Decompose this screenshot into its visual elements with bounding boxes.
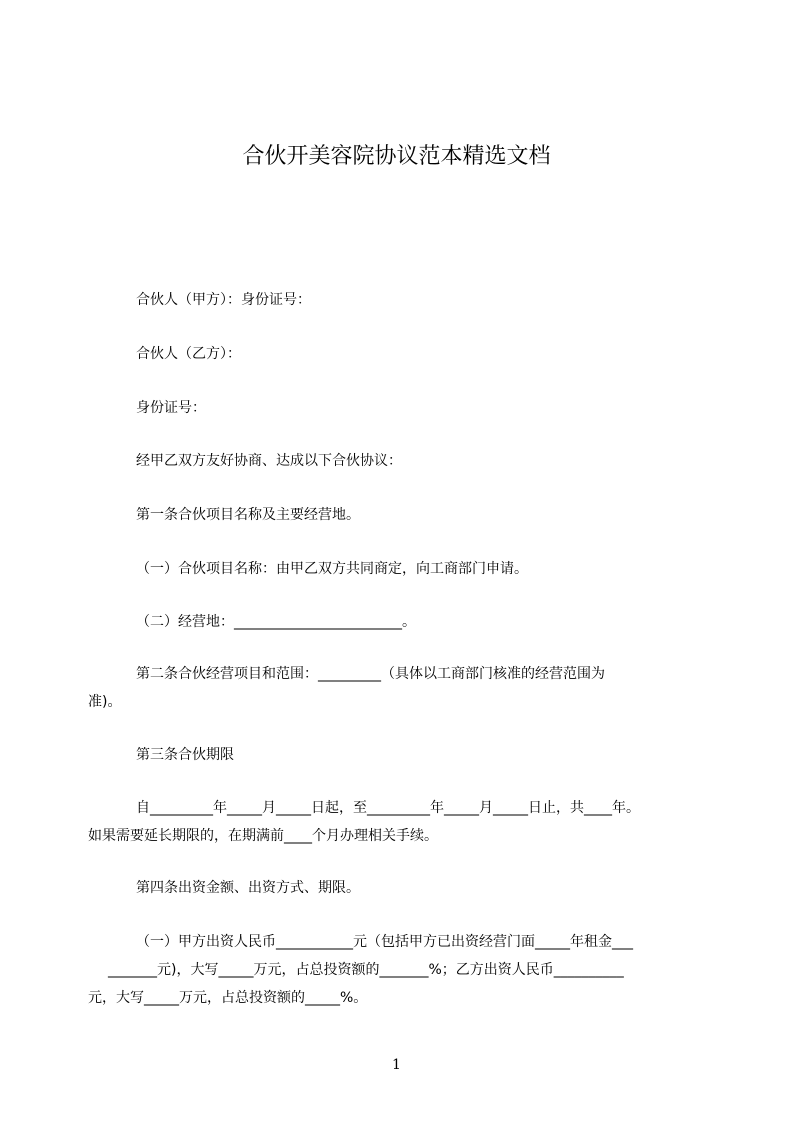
article-4-item-1-paragraph: [88, 928, 708, 1012]
page-number: 1: [392, 1057, 401, 1073]
article-2-line-2: 准)。: [88, 694, 122, 710]
article-1-heading: 第一条合伙项目名称及主要经营地。: [136, 507, 360, 523]
article-3-line-1: 自_________年_____月_____日起，至_________年_____月_____日止，共____年。: [136, 800, 640, 816]
id-number-line: 身份证号：: [136, 400, 206, 416]
article-2-line-1: 第二条合伙经营项目和范围：_________（具体以工商部门核准的经营范围为: [136, 666, 605, 682]
article-4-item-1-line-1: （一）甲方出资人民币___________元（包括甲方已出资经营门面_____年租金___: [136, 934, 633, 950]
article-3-paragraph: [88, 794, 708, 850]
article-1-item-1: （一）合伙项目名称：由甲乙双方共同商定，向工商部门申请。: [136, 561, 528, 577]
article-4-item-1-line-3: 元，大写_____万元，占总投资额的_____%。: [88, 990, 368, 1006]
article-1-item-2: （二）经营地：________________________。: [136, 614, 416, 630]
agreement-intro: 经甲乙双方友好协商、达成以下合伙协议：: [136, 453, 402, 469]
document-title: 合伙开美容院协议范本精选文档: [242, 144, 551, 169]
party-b-line: 合伙人（乙方）：: [136, 346, 241, 362]
party-a-line: 合伙人（甲方）：身份证号：: [136, 292, 311, 308]
article-3-line-2: 如果需要延长期限的，在期满前____个月办理相关手续。: [88, 828, 438, 844]
article-3-heading: 第三条合伙期限: [136, 747, 234, 763]
article-2-paragraph: [88, 660, 708, 716]
article-4-heading: 第四条出资金额、出资方式、期限。: [136, 880, 360, 896]
article-4-item-1-line-2: _______元)，大写_____万元，占总投资额的_______%；乙方出资人民币__________: [108, 962, 624, 978]
